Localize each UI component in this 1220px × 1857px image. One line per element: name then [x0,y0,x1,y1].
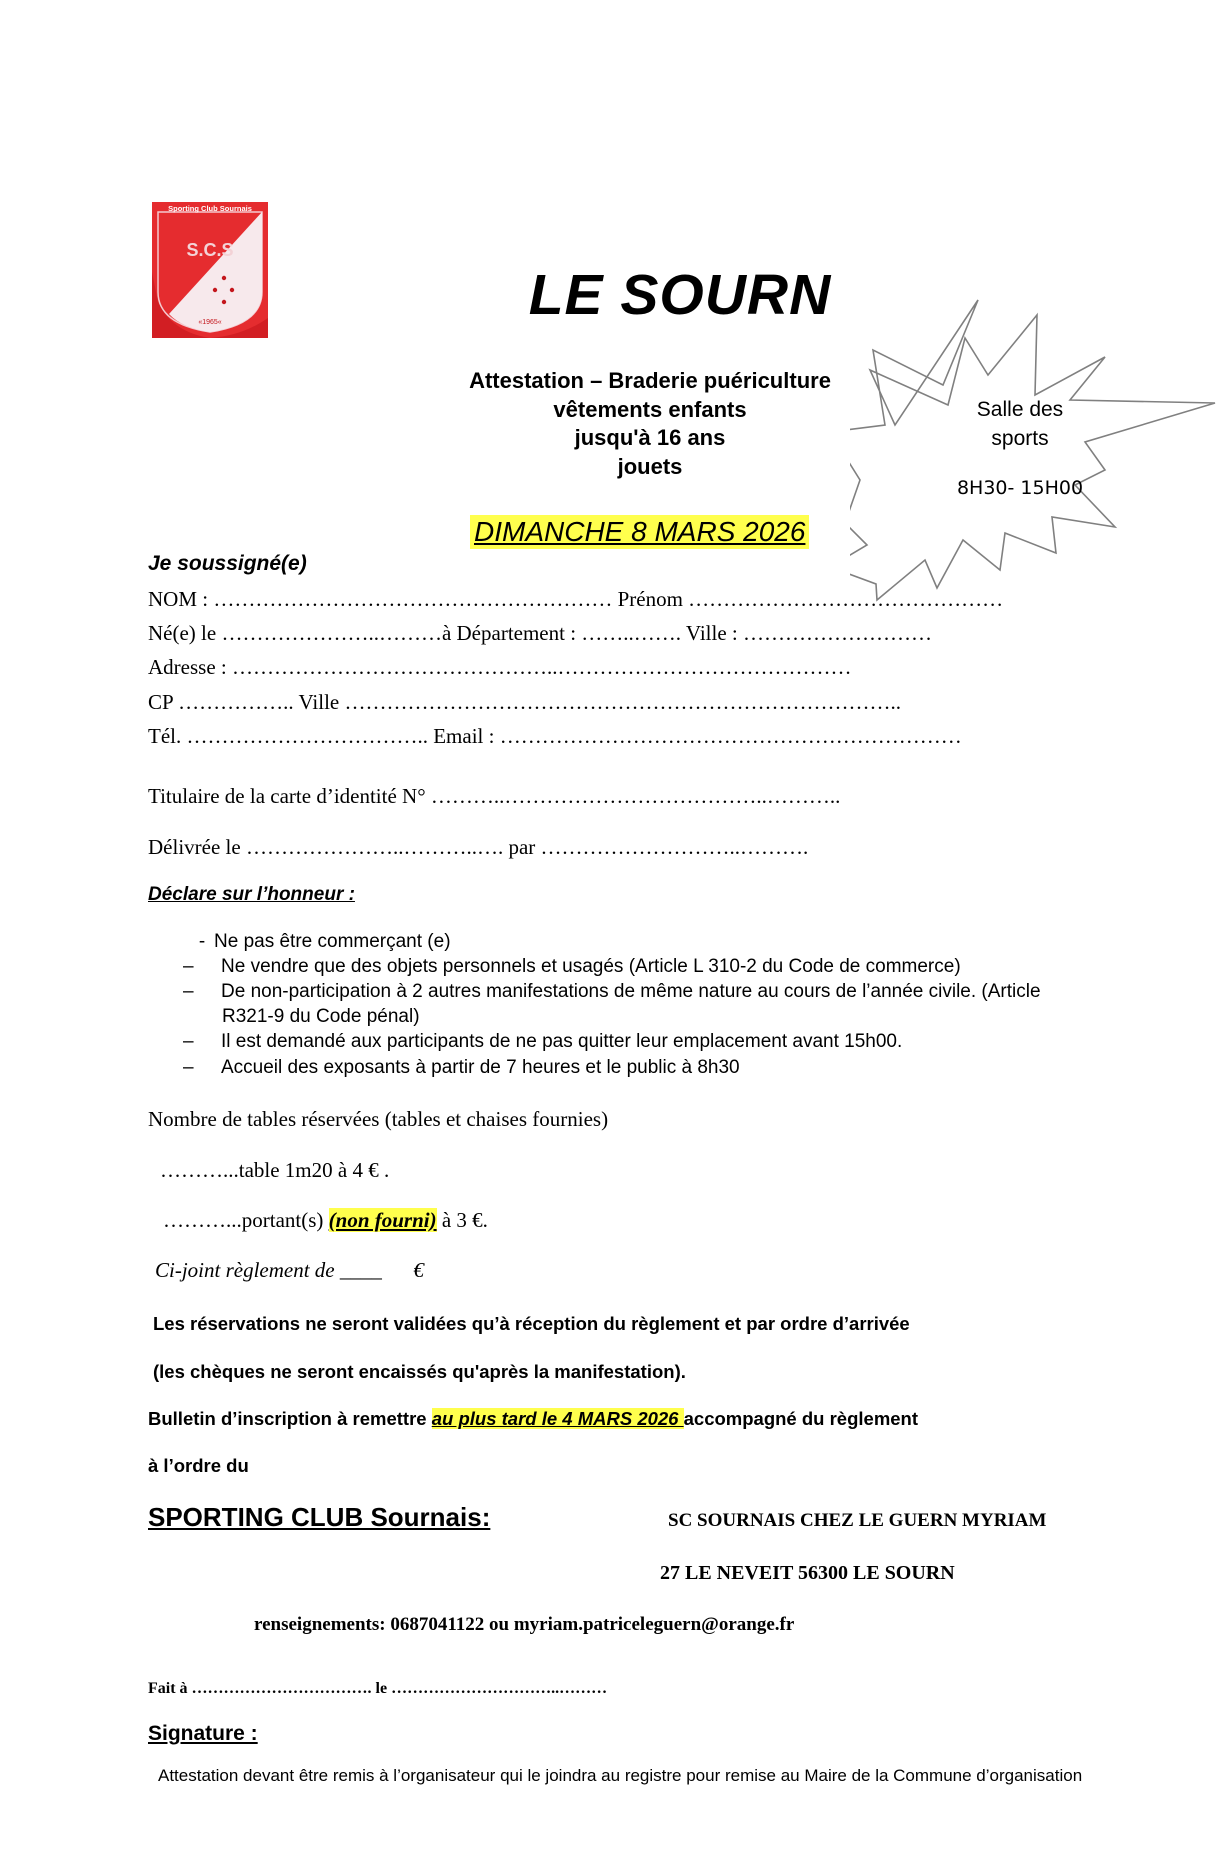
logo-club-name: Sporting Club Sournais [168,204,252,213]
issued-field[interactable]: Délivrée le …………………..………..…. par ………………………..………. [148,835,809,859]
venue-line: sports [991,427,1049,450]
footer-note: Attestation devant être remis à l’organisateur qui le joindra au registre pour remise au Maire de la Commune d’organisation [158,1766,1083,1785]
venue-line: Salle des [976,398,1064,421]
declaration-item: – De non-participation à 2 autres manifestations de même nature au cours de l’année civile. (Article [183,981,1041,1002]
subtitle-line: jusqu'à 16 ans [574,425,726,450]
dash-icon: – [183,1031,194,1052]
postcode-city-field[interactable]: CP …………….. Ville …………………………………………………………………….. [148,690,902,714]
postal-address-line2: 27 LE NEVEIT 56300 LE SOURN [660,1562,955,1584]
declaration-item: - Ne pas être commerçant (e) [190,931,451,953]
not-provided-note: (non fourni) [328,1208,437,1232]
deadline-date: au plus tard le 4 MARS 2026 [431,1408,684,1429]
id-card-field[interactable]: Titulaire de la carte d’identité N° ………..………………………………..……….. [148,784,841,808]
payment-amount-field[interactable]: Ci-joint règlement de ____ € [155,1258,424,1282]
event-date: DIMANCHE 8 MARS 2026 [470,515,809,549]
tables-label: Nombre de tables réservées (tables et chaises fournies) [148,1107,609,1131]
subtitle-line: Attestation – Braderie puériculture [469,368,831,393]
venue-label [940,395,1100,453]
dash-icon: – [183,956,194,977]
bullet-icon: - [198,931,206,952]
subtitle-line: vêtements enfants [553,396,747,422]
declaration-heading: Déclare sur l’honneur : [148,884,355,905]
logo-year: «1965« [198,319,222,326]
dash-icon: – [183,981,194,1002]
declaration-item: – Ne vendre que des objets personnels et usagés (Article L 310-2 du Code de commerce) [183,956,961,977]
table-quantity-field[interactable]: ………...table 1m20 à 4 € . [160,1158,390,1182]
address-field[interactable]: Adresse : ………………………………………..…………………………………… [148,655,852,679]
cheque-notice: (les chèques ne seront encaissés qu'après la manifestation). [153,1361,686,1382]
declaration-item-continued: R321-9 du Code pénal) [222,1006,420,1027]
phone-email-field[interactable]: Tél. …………………………….. Email : ………………………………………………………… [148,724,962,748]
deadline-notice: Bulletin d’inscription à remettre au plus tard le 4 MARS 2026 accompagné du règlement [148,1408,919,1429]
opening-hours: 8H30- 15H00 [956,477,1084,499]
identity-heading: Je soussigné(e) [148,552,307,575]
dash-icon: – [183,1057,194,1078]
birth-field[interactable]: Né(e) le …………………..………à Département : ……..……. Ville : ……………………… [148,621,932,645]
postal-address-line1: SC SOURNAIS CHEZ LE GUERN MYRIAM [668,1510,1047,1531]
place-date-field[interactable]: Fait à ……………………………. le …………………………..……… [148,1680,608,1697]
name-field[interactable]: NOM : ………………………………………………… Prénom ……………………………………… [148,587,1004,611]
contact-info: renseignements: 0687041122 ou myriam.patriceleguern@orange.fr [254,1614,795,1635]
club-name: SPORTING CLUB Sournais: [148,1502,491,1532]
signature-label: Signature : [148,1722,258,1745]
payable-to-label: à l’ordre du [148,1455,249,1476]
validation-notice: Les réservations ne seront validées qu’à réception du règlement et par ordre d’arrivée [153,1313,910,1334]
logo-initials: S.C.S [186,240,234,260]
declaration-item: – Accueil des exposants à partir de 7 heures et le public à 8h30 [183,1057,740,1078]
subtitle-line: jouets [617,453,683,479]
rack-quantity-field[interactable]: ………...portant(s) (non fourni) à 3 €. [163,1208,488,1232]
page-title: LE SOURN [528,263,832,327]
declaration-item: – Il est demandé aux participants de ne pas quitter leur emplacement avant 15h00. [183,1031,903,1052]
